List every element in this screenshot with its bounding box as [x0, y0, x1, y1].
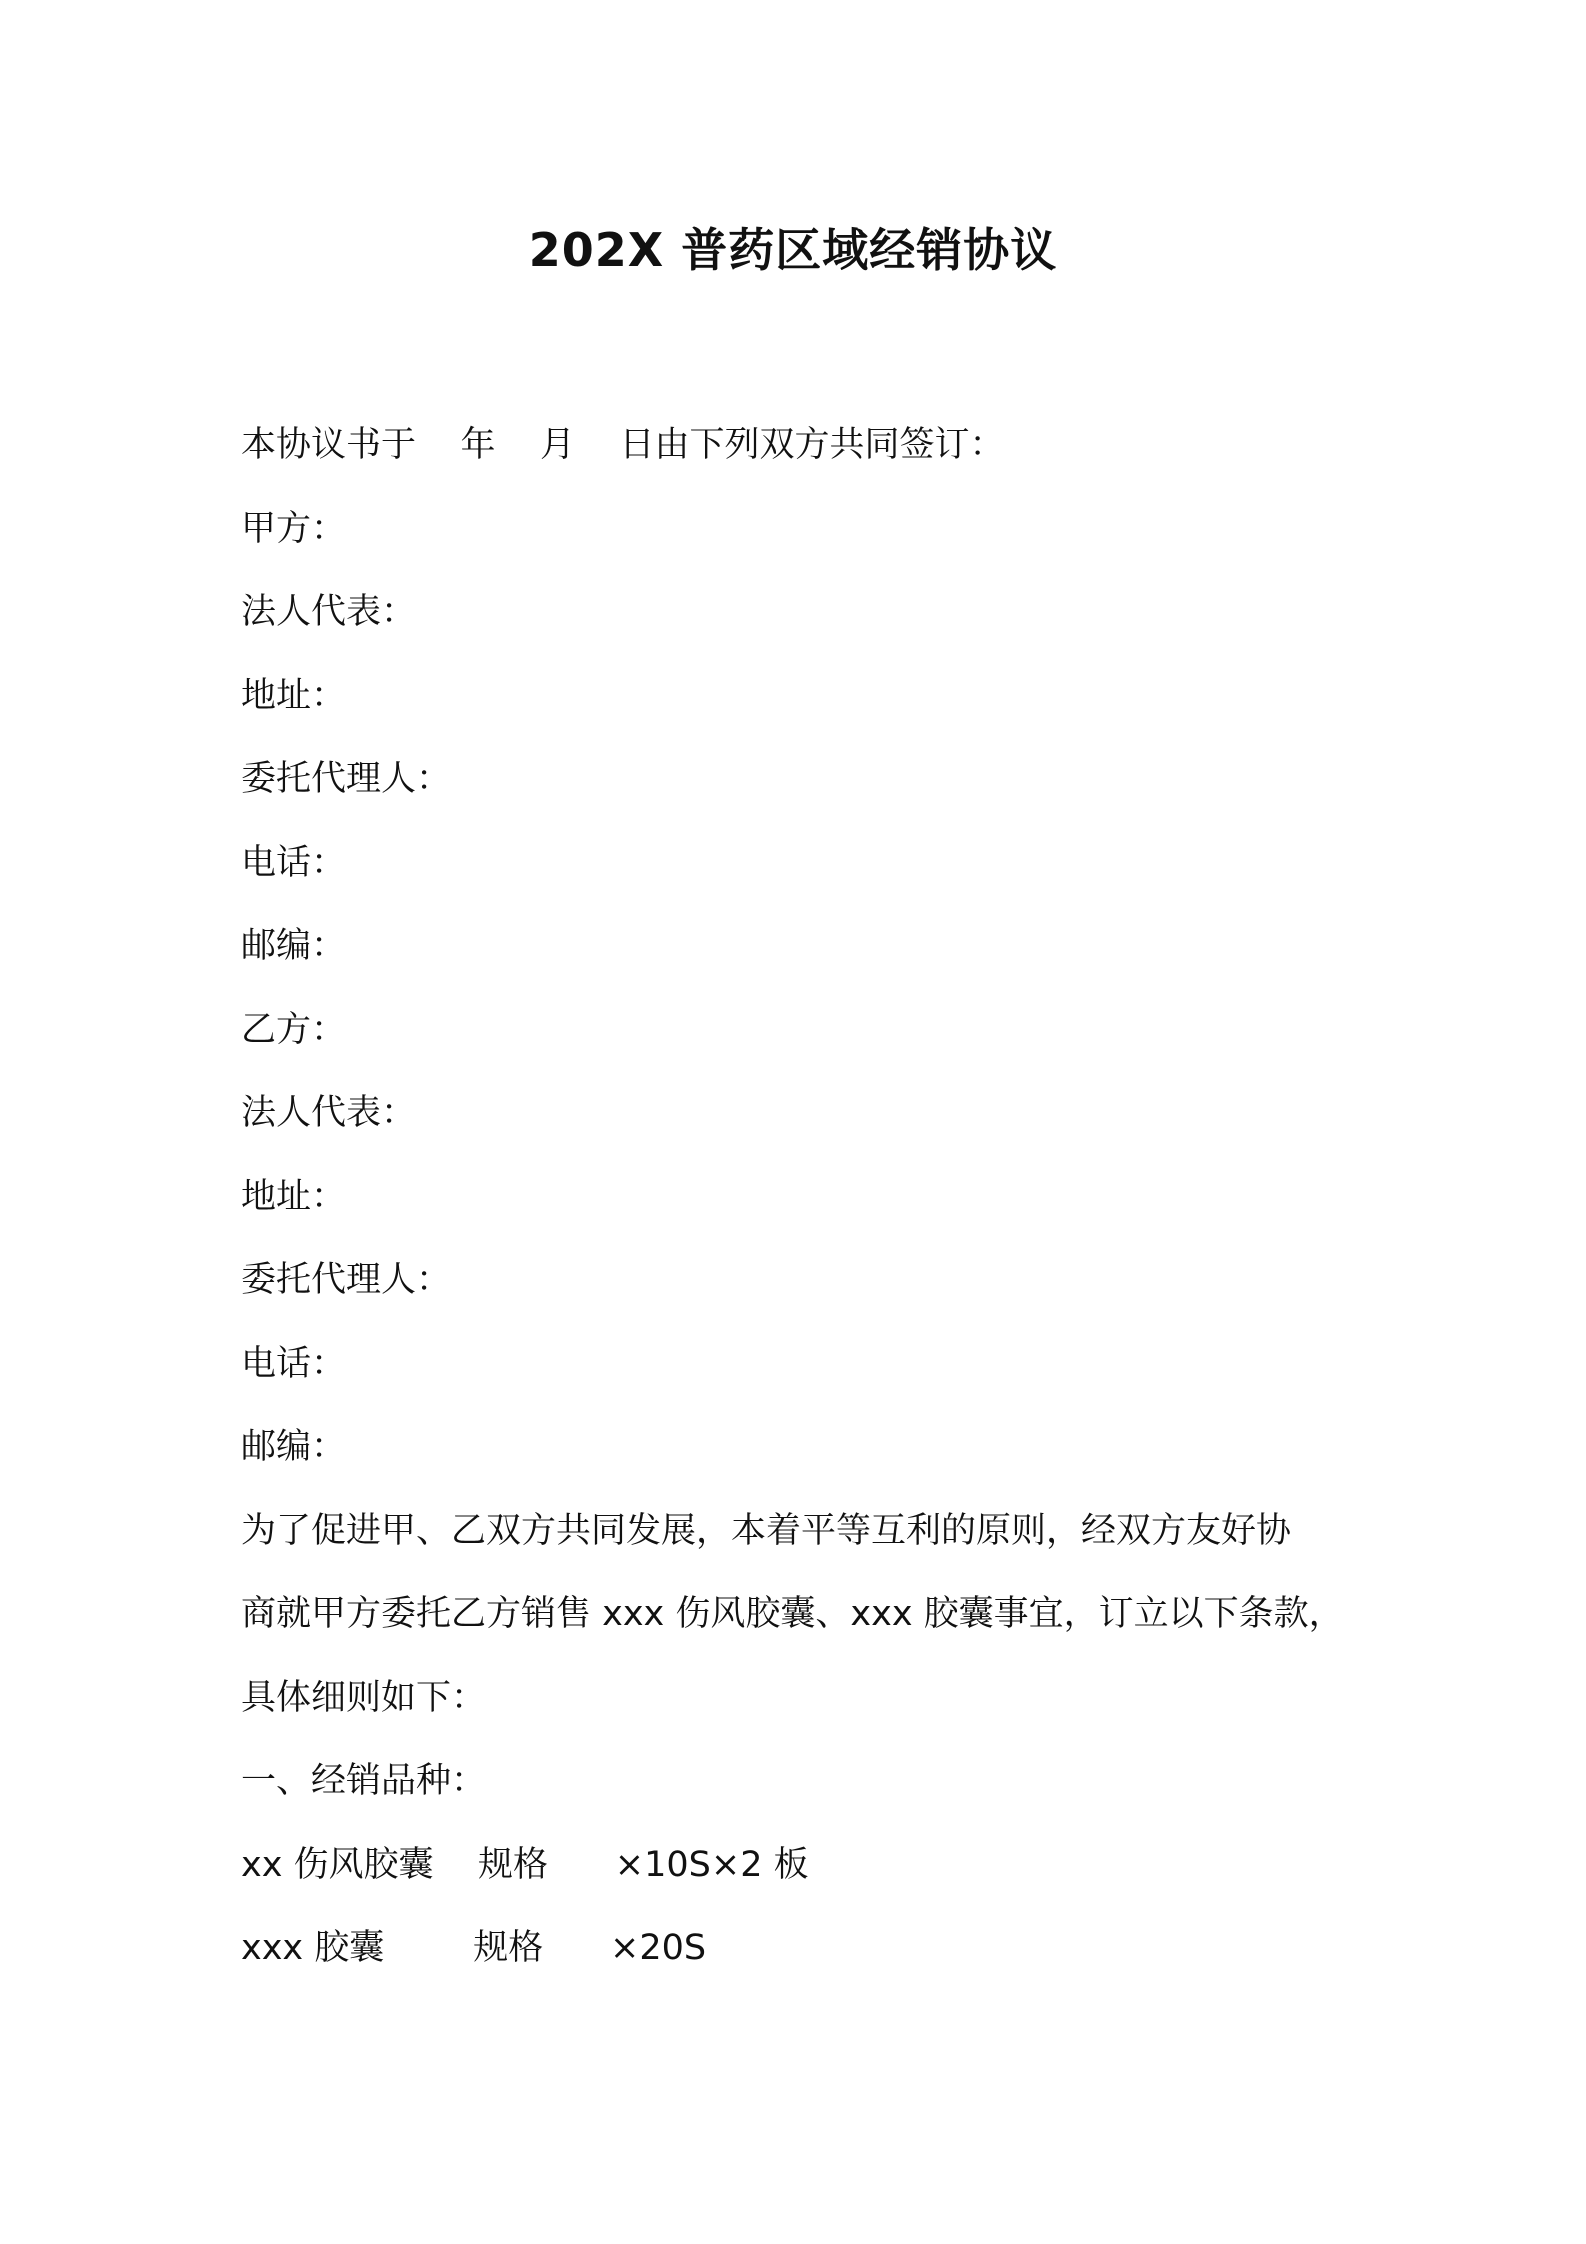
party-a-phone: 电话： [241, 842, 347, 883]
product-item-1: xx 伤风胶囊 规格 ×10S×2 板 [241, 1844, 809, 1885]
preamble-line-3: 具体细则如下： [241, 1677, 487, 1718]
party-a-address: 地址： [241, 675, 347, 716]
party-b-legal-rep: 法人代表： [241, 1093, 417, 1133]
document-title: 202X 普药区域经销协议 [528, 223, 1058, 277]
agreement-date-line: 本协议书于 年 月 日由下列双方共同签订： [241, 425, 1005, 465]
party-a-legal-rep: 法人代表： [241, 592, 417, 632]
product-item-2: xxx 胶囊 规格 ×20S [241, 1928, 707, 1968]
party-b-agent: 委托代理人： [241, 1260, 452, 1300]
party-a-agent: 委托代理人： [241, 759, 452, 799]
party-b-address: 地址： [241, 1176, 347, 1217]
document-body [241, 404, 1371, 1991]
preamble-line-2: 商就甲方委托乙方销售 xxx 伤风胶囊、xxx 胶囊事宜，订立以下条款， [241, 1594, 1344, 1634]
section-heading-products: 一、经销品种： [241, 1761, 487, 1801]
preamble-line-1: 为了促进甲、乙双方共同发展，本着平等互利的原则，经双方友好协 [241, 1510, 1292, 1551]
party-b-label: 乙方： [241, 1009, 347, 1050]
party-b-postcode: 邮编： [241, 1427, 347, 1467]
party-a-label: 甲方： [241, 508, 347, 549]
party-a-postcode: 邮编： [241, 926, 347, 966]
party-b-phone: 电话： [241, 1343, 347, 1384]
